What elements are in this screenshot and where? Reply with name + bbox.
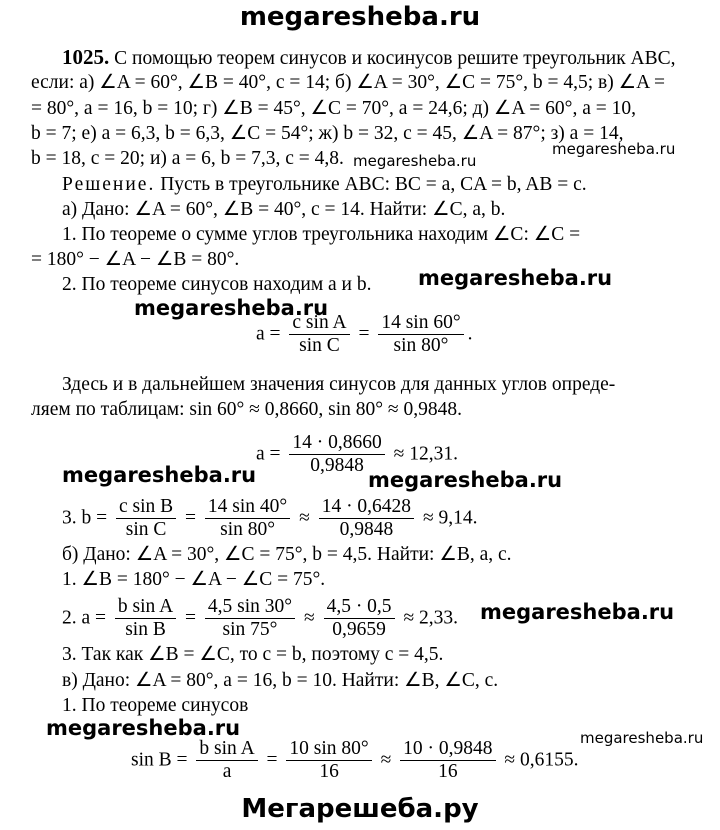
- part-a-given: а) Дано: ∠A = 60°, ∠B = 40°, c = 14. Найти: ∠C, a, b.: [62, 199, 506, 220]
- part-a-step2: 2. По теореме синусов находим a и b.: [62, 274, 372, 295]
- part-c-step1: 1. По теореме синусов: [62, 695, 249, 716]
- equation-b-a: 2. a = $\frac{\text{b sin A}}{\text{sin B}}$ = $\frac{4,5 \sin 30^\circ}{\sin 75^\circ}$ ≈ $\frac{4,5 \cdot 0,5}{0,9659}$ ≈ 2,33.: [62, 596, 459, 640]
- solution-intro: Пусть в треугольнике ABC: BC = a, CA = b, AB = c.: [160, 174, 587, 195]
- problem-line-5: b = 18, c = 20; и) a = 6, b = 7,3, c = 4,8.: [31, 148, 344, 169]
- note-line-1: Здесь и в дальнейшем значения синусов для данных углов опреде-: [62, 374, 616, 395]
- problem-line-2: если: а) ∠A = 60°, ∠B = 40°, c = 14; б) ∠A = 30°, ∠C = 75°, b = 4,5; в) ∠A =: [31, 72, 665, 93]
- part-b-given: б) Дано: ∠A = 30°, ∠C = 75°, b = 4,5. Найти: ∠B, a, c.: [62, 544, 512, 565]
- solution-heading: Решение.: [62, 174, 156, 195]
- equation-a-b: 3. b = $\frac{\text{c sin B}}{\text{sin C}}$ = $\frac{14 \sin 40^\circ}{\sin 80^\circ}$ ≈ $\frac{14 \cdot 0,6428}{0,9848}$ ≈ 9,14.: [62, 496, 478, 540]
- fraction: $\frac{\text{c sin A}}{\text{sin C}}$: [289, 312, 349, 357]
- part-a-step1-line2: = 180° − ∠A − ∠B = 80°.: [31, 249, 240, 270]
- eq-lhs: a =: [256, 443, 281, 465]
- eq-sign: =: [358, 323, 370, 345]
- solution-intro-line: [62, 174, 587, 196]
- site-footer: Мегарешеба.ру: [241, 794, 479, 824]
- problem-text-1: С помощью теорем синусов и косинусов решите треугольник ABC,: [114, 48, 676, 69]
- eq-result: ≈ 12,31.: [393, 443, 458, 465]
- watermark-medium: megaresheba.ru: [46, 716, 241, 740]
- note-line-2: ляем по таблицам: sin 60° ≈ 0,8660, sin 80° ≈ 0,9848.: [31, 399, 463, 420]
- part-a-step1-line1: 1. По теореме о сумме углов треугольника находим ∠C: ∠C =: [62, 224, 581, 245]
- part-c-given: в) Дано: ∠A = 80°, a = 16, b = 10. Найти: ∠B, ∠C, c.: [62, 670, 499, 691]
- equation-a-formula: a = $\frac{\text{c sin A}}{\text{sin C}}$ = $\frac{14 \sin 60^\circ}{\sin 80^\circ}$ .: [256, 312, 473, 356]
- watermark-medium: megaresheba.ru: [134, 296, 329, 320]
- eq-lhs: a =: [256, 323, 281, 345]
- watermark-medium: megaresheba.ru: [480, 600, 675, 624]
- problem-line-4: b = 7; е) a = 6,3, b = 6,3, ∠C = 54°; ж) b = 32, c = 45, ∠A = 87°; з) a = 14,: [31, 123, 624, 144]
- problem-line-1: [62, 46, 676, 70]
- watermark-small: megaresheba.ru: [552, 140, 676, 158]
- site-header: megaresheba.ru: [239, 2, 481, 32]
- part-b-step3: 3. Так как ∠B = ∠C, то c = b, поэтому c = 4,5.: [62, 644, 444, 665]
- watermark-medium: megaresheba.ru: [62, 463, 257, 487]
- watermark-medium: megaresheba.ru: [418, 266, 613, 290]
- equation-c-sinb: sin B = $\frac{\text{b sin A}}{a}$ = $\frac{10 \sin 80^\circ}{16}$ ≈ $\frac{10 \cdot 0,9848}{16}$ ≈ 0,6155.: [131, 738, 579, 782]
- watermark-medium: megaresheba.ru: [368, 468, 563, 492]
- problem-line-3: = 80°, a = 16, b = 10; г) ∠B = 45°, ∠C = 70°, a = 24,6; д) ∠A = 60°, a = 10,: [31, 98, 636, 119]
- watermark-small: megaresheba.ru: [353, 152, 477, 170]
- fraction: $\frac{14 \sin 60^\circ}{\sin 80^\circ}$: [378, 312, 463, 357]
- part-b-step1: 1. ∠B = 180° − ∠A − ∠C = 75°.: [62, 569, 326, 590]
- fraction: $\frac{14 \cdot 0,8660}{0,9848}$: [289, 432, 384, 477]
- problem-number: 1025.: [62, 45, 110, 69]
- watermark-small: megaresheba.ru: [580, 729, 704, 747]
